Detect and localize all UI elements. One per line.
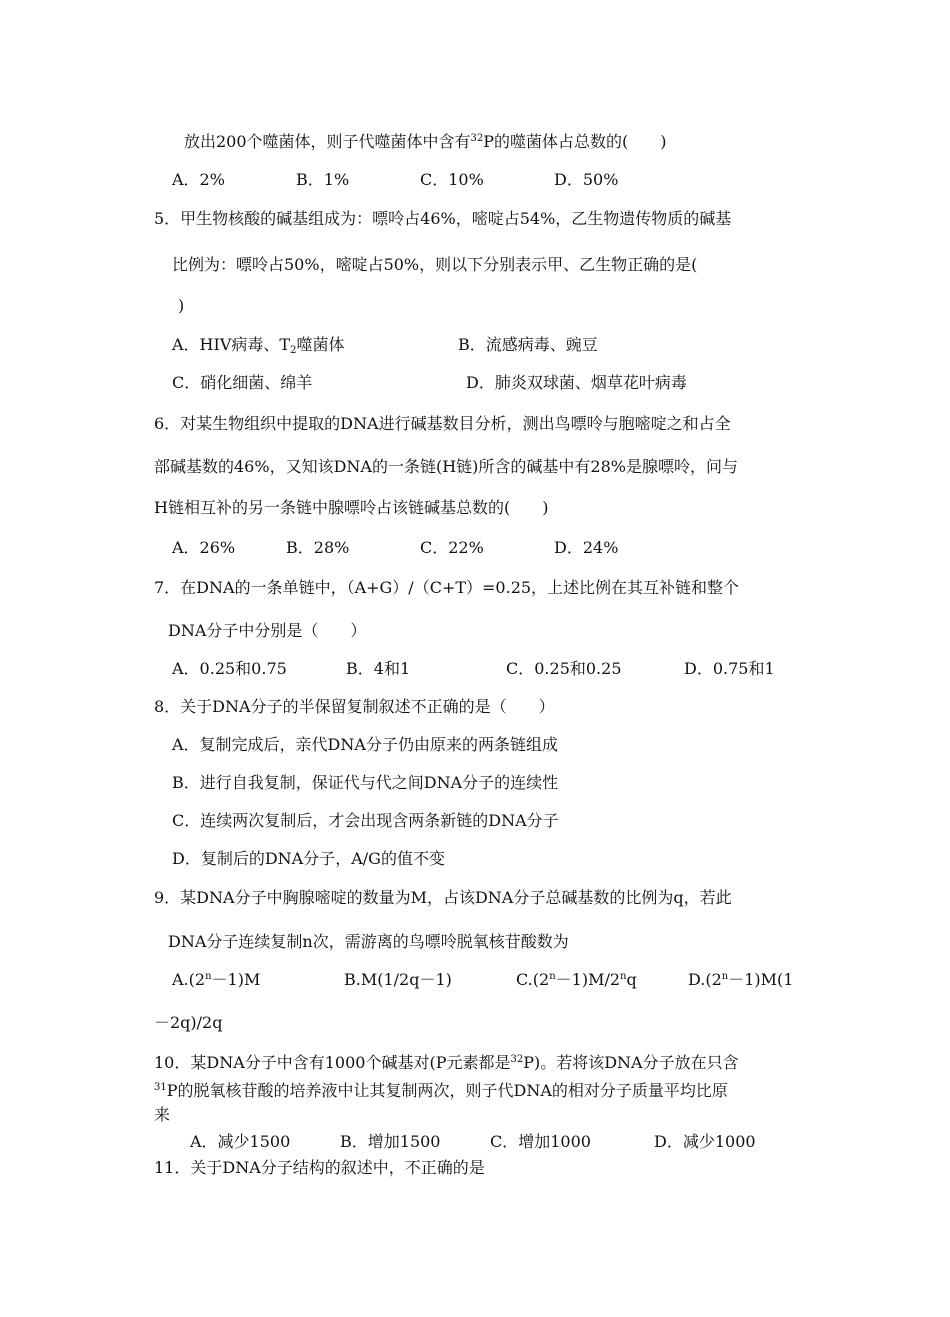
q9-stem-line1: 9．某DNA分子中胸腺嘧啶的数量为M，占该DNA分子总碱基数的比例为q，若此	[154, 888, 732, 907]
q4-option-a: A．2%	[172, 170, 225, 189]
q4-option-c: C．10%	[420, 170, 484, 189]
q9-option-d: $D.(2^n-1)M(1$	[688, 970, 794, 989]
q5-option-d: D．肺炎双球菌、烟草花叶病毒	[466, 373, 687, 392]
q8-option-d: D．复制后的DNA分子，A/G的值不变	[172, 849, 445, 868]
q10-option-c: C．增加1000	[490, 1132, 591, 1151]
q11-stem: 11．关于DNA分子结构的叙述中，不正确的是	[154, 1158, 485, 1177]
q6-stem-line3: H链相互补的另一条链中腺嘌呤占该链碱基总数的( )	[154, 498, 549, 517]
q7-stem-line1: 7．在DNA的一条单链中，（A+G）/（C+T）=0.25，上述比例在其互补链和整个	[154, 578, 740, 597]
q7-stem-line2: DNA分子中分别是（ ）	[168, 621, 367, 640]
q8-stem: 8．关于DNA分子的半保留复制叙述不正确的是（ ）	[154, 697, 555, 716]
q6-stem-line2: 部碱基数的46%，又知该DNA的一条链(H链)所含的碱基中有28%是腺嘌呤，问与	[154, 457, 738, 476]
q10-stem-line2: $^{31}$P的脱氧核苷酸的培养液中让其复制两次，则子代DNA的相对分子质量平均比原	[154, 1081, 728, 1100]
q5-option-c: C．硝化细菌、绵羊	[172, 373, 313, 392]
q6-stem-line1: 6．对某生物组织中提取的DNA进行碱基数目分析，测出鸟嘌呤与胞嘧啶之和占全	[154, 414, 731, 433]
q9-option-c: $C.(2^n-1)M/2^nq$	[516, 970, 637, 989]
q4-stem: 放出200个噬菌体，则子代噬菌体中含有$^{32}$P的噬菌体占总数的( )	[184, 132, 667, 151]
q5-option-b: B．流感病毒、豌豆	[458, 335, 598, 354]
q7-option-d: D．0.75和1	[684, 659, 775, 678]
q10-option-a: A．减少1500	[190, 1132, 291, 1151]
q9-option-a: $A.(2^n-1)M$	[172, 970, 261, 989]
q10-option-b: B．增加1500	[340, 1132, 441, 1151]
q6-option-c: C．22%	[420, 538, 484, 557]
q5-stem-line1: 5．甲生物核酸的碱基组成为：嘌呤占46%，嘧啶占54%，乙生物遗传物质的碱基	[154, 209, 732, 228]
q7-option-c: C．0.25和0.25	[506, 659, 622, 678]
q5-stem-line2: 比例为：嘌呤占50%，嘧啶占50%，则以下分别表示甲、乙生物正确的是(	[172, 255, 698, 274]
q7-option-a: A．0.25和0.75	[172, 659, 287, 678]
q8-option-b: B．进行自我复制，保证代与代之间DNA分子的连续性	[172, 773, 559, 792]
q7-option-b: B．4和1	[346, 659, 411, 678]
q10-stem-line3: 来	[154, 1105, 171, 1124]
q10-option-d: D．减少1000	[654, 1132, 756, 1151]
q6-option-d: D．24%	[554, 538, 619, 557]
q9-stem-line2: DNA分子连续复制n次，需游离的鸟嘌呤脱氧核苷酸数为	[168, 932, 569, 951]
q5-stem-line3: )	[178, 296, 185, 315]
q10-stem-line1: 10．某DNA分子中含有1000个碱基对(P元素都是$^{32}$P)。若将该DNA分子放在只含	[154, 1053, 739, 1072]
q8-option-a: A．复制完成后，亲代DNA分子仍由原来的两条链组成	[172, 735, 558, 754]
q6-option-b: B．28%	[286, 538, 350, 557]
q5-option-a: A．HIV病毒、$T_2$噬菌体	[172, 335, 345, 356]
q4-option-d: D．50%	[554, 170, 619, 189]
q4-option-b: B．1%	[296, 170, 350, 189]
q9-option-b: B.M(1/2q－1)	[344, 970, 452, 989]
q6-option-a: A．26%	[172, 538, 236, 557]
q8-option-c: C．连续两次复制后，才会出现含两条新链的DNA分子	[172, 811, 559, 830]
q9-option-d-continued: －2q)/2q	[154, 1013, 223, 1032]
